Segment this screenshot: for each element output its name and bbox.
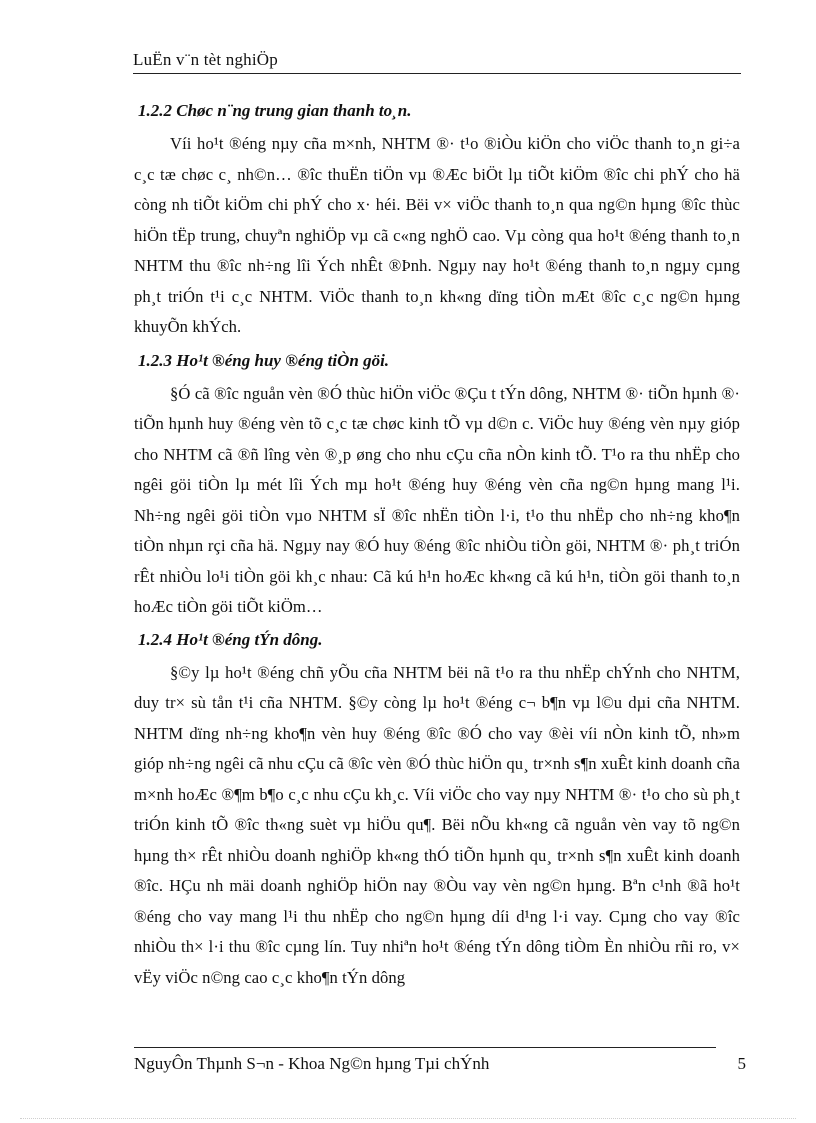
section-heading-1-2-2: 1.2.2 Chøc n¨ng trung gian thanh to¸n. [138, 101, 412, 120]
section-paragraph-1-2-2: Víi ho¹t ®éng nµy cña m×nh, NHTM ®· t¹o ®iÒu kiÖn cho viÖc thanh to¸n gi÷a c¸c tæ chøc c¸ nh©n… ®îc thuËn tiÖn vµ ®Æc biÖt lµ tiÕt kiÖm ®îc chi phÝ cho hä còng nh tiÕt kiÖm chi phÝ cho x· héi. Bëi v× viÖc thanh to¸n qua ng©n hµng ®îc thùc hiÖn tËp trung, chuyªn nghiÖp vµ cã c«ng nghÖ cao. Vµ còng qua ho¹t ®éng thanh to¸n NHTM thu ®îc nh÷ng lîi Ých nhÊt ®Þnh. Ngµy nay ho¹t ®éng thanh to¸n ngµy cµng ph¸t triÓn t¹i c¸c NHTM. ViÖc thanh to¸n kh«ng dïng tiÒn mÆt ®îc c¸c ng©n hµng khuyÕn khÝch. [134, 134, 740, 336]
footer-author: NguyÔn Thµnh S¬n - Khoa Ng©n hµng Tµi chÝnh [134, 1054, 490, 1073]
page-body [134, 97, 740, 993]
page-footer [134, 1054, 746, 1074]
section-heading-1-2-3: 1.2.3 Ho¹t ®éng huy ®éng tiÒn göi. [138, 350, 390, 370]
section-paragraph-1-2-3: §Ó cã ®îc nguån vèn ®Ó thùc hiÖn viÖc ®Çu t tÝn dông, NHTM ®· tiÕn hµnh ®· tiÕn hµnh huy ®éng vèn tõ c¸c tæ chøc kinh tÕ vµ d©n c. ViÖc huy ®éng vèn nµy gióp cho NHTM cã ®ñ lîng vèn ®¸p øng cho nhu cÇu cña nÒn kinh tÕ. T¹o ra thu nhËp cho ngêi göi tiÒn lµ mét lîi Ých mµ ho¹t ®éng huy ®éng vèn cña ng©n hµng mang l¹i. Nh÷ng ngêi göi tiÒn vµo NHTM sÏ ®îc nhËn tiÒn l·i, t¹o thu nhËp cho nh÷ng kho¶n tiÒn nhµn rçi cña hä. Ngµy nay ®Ó huy ®éng ®îc nhiÒu tiÒn göi, NHTM ®· ph¸t triÓn rÊt nhiÒu lo¹i tiÒn göi kh¸c nhau: Cã kú h¹n hoÆc kh«ng cã kú h¹n, tiÒn göi thanh to¸n hoÆc tiÒn göi tiÕt kiÖm… [134, 383, 740, 616]
running-header [133, 50, 741, 74]
section-paragraph-1-2-4: §©y lµ ho¹t ®éng chñ yÕu cña NHTM bëi nã t¹o ra thu nhËp chÝnh cho NHTM, duy tr× sù tån t¹i cña NHTM. §©y còng lµ ho¹t ®éng c¬ b¶n vµ l©u dµi cña NHTM. NHTM dïng nh÷ng kho¶n vèn huy ®éng ®îc ®Ó cho vay ®èi víi nÒn kinh tÕ, nh»m gióp nh÷ng ngêi cã nhu cÇu cã ®îc vèn ®Ó thùc hiÖn qu¸ tr×nh s¶n xuÊt kinh doanh cña m×nh hoÆc ®¶m b¶o c¸c nhu cÇu kh¸c. Víi viÖc cho vay nµy NHTM ®· t¹o cho sù ph¸t triÓn kinh tÕ ®îc th«ng suèt vµ hiÖu qu¶. Bëi nÕu kh«ng cã nguån vèn vay tõ ng©n hµng th× rÊt nhiÒu doanh nghiÖp kh«ng thÓ tiÕn hµnh qu¸ tr×nh s¶n xuÊt kinh doanh ®îc. HÇu nh mäi doanh nghiÖp hiÖn nay ®Òu vay vèn ng©n hµng. Bªn c¹nh ®ã ho¹t ®éng cho vay mang l¹i thu nhËp cho ng©n hµng díi d¹ng l·i vay. Cµng cho vay ®îc nhiÒu th× l·i thu ®îc cµng lín. Tuy nhiªn ho¹t ®éng tÝn dông tiÒm Èn nhiÒu rñi ro, v× vËy viÖc n©ng cao c¸c kho¶n tÝn dông [134, 662, 740, 987]
header-title: LuËn v¨n tèt nghiÖp [133, 50, 278, 69]
footer-divider [134, 1047, 716, 1048]
page-number: 5 [737, 1054, 746, 1073]
section-heading-1-2-4: 1.2.4 Ho¹t ®éng tÝn dông. [138, 629, 323, 649]
page-bottom-divider [20, 1118, 796, 1119]
